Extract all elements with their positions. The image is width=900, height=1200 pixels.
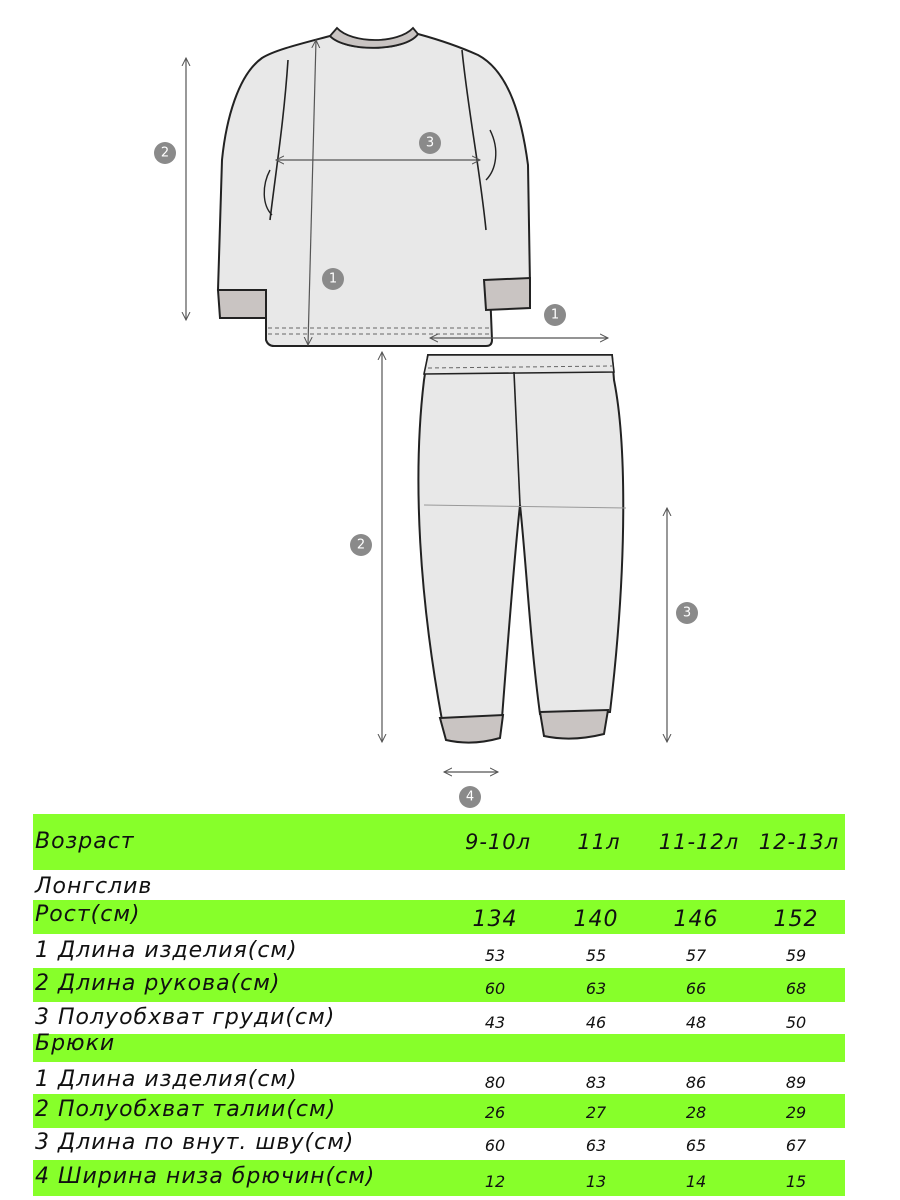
measure-value: 50	[785, 1013, 807, 1032]
shirt-cuff-left	[218, 290, 266, 318]
marker-shirt-length	[322, 268, 344, 290]
measure-value: 27	[585, 1103, 607, 1122]
svg-text:4: 4	[465, 789, 475, 805]
measure-value: 63	[585, 1136, 607, 1155]
measure-value: 43	[484, 1013, 506, 1032]
svg-text:2: 2	[160, 145, 170, 161]
measure-value: 68	[785, 979, 807, 998]
height-value: 140	[573, 907, 619, 932]
height-value: 146	[673, 907, 719, 932]
measure-value: 66	[685, 979, 707, 998]
measure-value: 60	[484, 1136, 506, 1155]
measure-value: 83	[585, 1073, 607, 1092]
measure-value: 67	[785, 1136, 807, 1155]
age-value: 11л	[577, 830, 621, 854]
measure-label: 2 Полуобхват талии(см)	[35, 1097, 337, 1122]
svg-text:2: 2	[356, 537, 366, 553]
measure-value: 13	[585, 1172, 607, 1191]
table-row	[33, 936, 845, 970]
measure-value: 12	[484, 1172, 506, 1191]
height-value: 134	[472, 907, 518, 932]
pants-heading: Брюки	[35, 1031, 116, 1056]
measure-value: 55	[585, 946, 607, 965]
longsleeve-drawing	[218, 28, 530, 346]
table-row	[33, 1064, 845, 1096]
measure-value: 60	[484, 979, 506, 998]
measure-value: 29	[785, 1103, 807, 1122]
marker-pants-inseam	[676, 602, 698, 624]
age-value: 12-13л	[758, 830, 840, 854]
measure-value: 57	[685, 946, 707, 965]
measure-value: 53	[484, 946, 506, 965]
age-value: 9-10л	[464, 830, 532, 854]
svg-text:3: 3	[425, 135, 435, 151]
age-value: 11-12л	[658, 830, 740, 854]
measure-label: 2 Длина рукова(см)	[35, 971, 281, 996]
longsleeve-heading-row	[33, 872, 845, 900]
measure-value: 65	[685, 1136, 707, 1155]
pants-cuff-left	[440, 715, 503, 743]
svg-text:3: 3	[682, 605, 692, 621]
measure-value: 59	[785, 946, 807, 965]
marker-shirt-width	[544, 304, 566, 326]
age-row	[33, 814, 845, 870]
measure-value: 63	[585, 979, 607, 998]
table-row	[33, 1004, 845, 1034]
pants-drawing	[418, 355, 626, 743]
marker-pants-length	[350, 534, 372, 556]
age-label: Возраст	[35, 829, 135, 854]
measure-value: 48	[685, 1013, 707, 1032]
measure-value: 14	[685, 1172, 707, 1191]
table-row	[33, 968, 845, 1002]
measure-label: 3 Полуобхват груди(см)	[35, 1005, 336, 1030]
measure-value: 46	[585, 1013, 607, 1032]
longsleeve-heading: Лонгслив	[35, 874, 153, 899]
pants-cuff-right	[540, 710, 608, 739]
marker-shirt-sleeve	[154, 142, 176, 164]
svg-text:1: 1	[550, 307, 560, 323]
pants-heading-row	[33, 1031, 845, 1062]
table-row	[33, 1094, 845, 1128]
measure-value: 89	[785, 1073, 807, 1092]
table-row	[33, 1130, 845, 1160]
height-value: 152	[773, 907, 819, 932]
measure-value: 86	[685, 1073, 707, 1092]
pants-body	[418, 355, 623, 720]
measure-label: 1 Длина изделия(см)	[35, 1067, 298, 1092]
measure-label: 3 Длина по внут. шву(см)	[35, 1130, 355, 1155]
measure-value: 26	[484, 1103, 506, 1122]
marker-shirt-chest	[419, 132, 441, 154]
measure-value: 80	[484, 1073, 506, 1092]
svg-text:1: 1	[328, 271, 338, 287]
shirt-cuff-right	[484, 278, 530, 310]
marker-pants-hem	[459, 786, 481, 808]
measure-value: 15	[785, 1172, 807, 1191]
table-row	[33, 1160, 845, 1196]
pants-waistband	[424, 355, 614, 374]
height-row	[33, 900, 845, 934]
measure-label: 4 Ширина низа брючин(см)	[35, 1164, 376, 1189]
measure-value: 28	[685, 1103, 707, 1122]
height-label: Рост(см)	[35, 902, 141, 927]
measure-label: 1 Длина изделия(см)	[35, 938, 298, 963]
